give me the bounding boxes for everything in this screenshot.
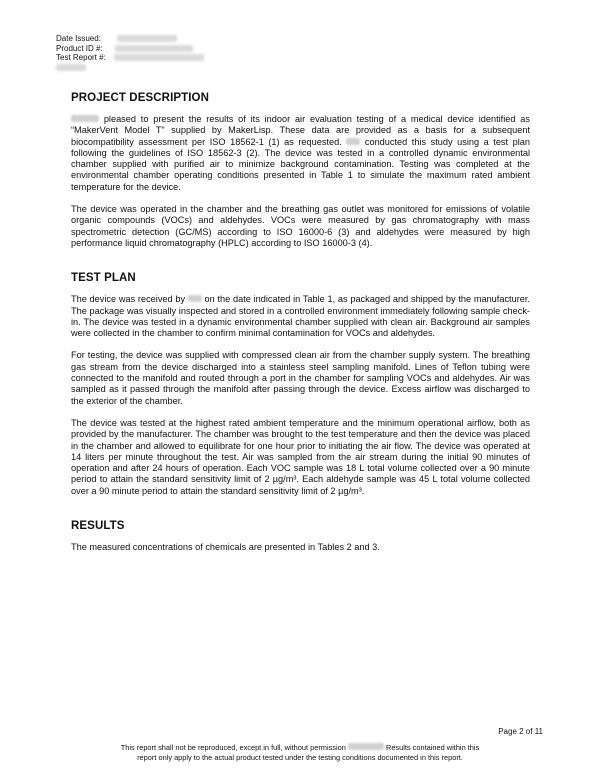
results-heading: RESULTS: [71, 520, 125, 533]
redacted-product-id: [115, 45, 193, 52]
footer-line-2: report only apply to the actual product tested under the testing conditions documented in this report.: [137, 752, 463, 762]
test-plan-paragraph-2: For testing, the device was supplied with compressed clean air from the chamber supply system. The breathing gas stream from the device discharged into a stainless steel sampling manifold. Lines of Teflon tubing were connected to the manifold and routed through a port in the chamber for sampling VOCs and aldehydes. Air was sampled as it passed through the manifold after passing through the device. Excess airflow was discharged to the exterior of the chamber.: [71, 350, 530, 406]
redacted-date: [117, 35, 177, 42]
date-issued-label: Date Issued:: [56, 34, 101, 43]
product-id-label: Product ID #:: [56, 43, 103, 53]
footer-line-1-part-a: This report shall not be reproduced, except in full, without permission: [120, 743, 346, 752]
test-plan-paragraph-3: The device was tested at the highest rated ambient temperature and the minimum operational airflow, both as provided by the manufacturer. The chamber was brought to the test temperature and then the device was placed in the chamber and allowed to equilibrate for one hour prior to initiating the air flow. The device was operated at 14 liters per minute throughout the test. Air was sampled from the air stream during the initial 90 minutes of operation and after 24 hours of operation. Each VOC sample was 18 L total volume collected over a 90 minute period to attain the standard sensitivity limit of 2 µg/m³. Each aldehyde sample was 45 L total volume collected over a 90 minute period to attain the standard sensitivity limit of 2 µg/m³.: [71, 417, 530, 496]
project-description-heading: PROJECT DESCRIPTION: [71, 92, 210, 104]
page-number: Page 2 of 11: [498, 727, 543, 736]
results-section: [71, 520, 530, 553]
report-header: [56, 34, 204, 72]
test-report-row: [56, 53, 204, 63]
report-body: [71, 92, 530, 564]
project-paragraph-1: [71, 114, 530, 193]
test-plan-paragraph-1-part-a: The device was received by: [71, 294, 186, 305]
project-paragraph-1-part-b: conducted this study using a test plan following the guidelines of ISO 18562-3 (2). The device was tested in a controlled dynamic environmental chamber supplied with purified air to minimize background contamination. Testing was completed at the environmental chamber operating conditions presented in Table 1 to simulate the maximum rated ambient temperature for the device.: [71, 136, 530, 192]
product-id-row: [56, 44, 204, 54]
test-report-label: Test Report #:: [56, 53, 106, 62]
redacted-report-number: [114, 54, 204, 61]
redacted-lab-name-footer: [348, 743, 384, 750]
test-plan-paragraph-1: [71, 294, 530, 339]
redacted-lab-name-3: [188, 295, 202, 302]
test-report-row-cont: [56, 63, 204, 73]
redacted-lab-name: [71, 115, 99, 122]
redacted-lab-name-2: [346, 138, 360, 145]
test-plan-section: [71, 272, 530, 497]
report-footer: [80, 743, 520, 762]
footer-line-1: [80, 743, 520, 753]
test-plan-heading: TEST PLAN: [71, 272, 136, 285]
results-paragraph-1: The measured concentrations of chemicals are presented in Tables 2 and 3.: [71, 542, 380, 553]
project-paragraph-1-part-a: pleased to present the results of its indoor air evaluation testing of a medical device identified as “MakerVent Model T” supplied by MakerLisp. These data are provided as a basis for a subsequent biocompatibility assessment per ISO 18562-1 (1) as requested.: [71, 114, 530, 147]
date-issued-row: [56, 34, 204, 44]
footer-line-1-part-b: Results contained within this: [385, 743, 480, 752]
test-plan-paragraph-1-part-b: on the date indicated in Table 1, as packaged and shipped by the manufacturer. The package was visually inspected and stored in a controlled environment immediately following sample check-in. The device was tested in a dynamic environmental chamber supplied with clean air. Background air samples were collected in the chamber to confirm minimal contamination for VOCs and aldehydes.: [71, 294, 530, 339]
redacted-report-number-cont: [56, 64, 86, 71]
project-description-section: [71, 92, 530, 249]
project-paragraph-2: The device was operated in the chamber and the breathing gas outlet was monitored for emissions of volatile organic compounds (VOCs) and aldehydes. VOCs were measured by gas chromatography with mass spectrometric detection (GC/MS) according to ISO 16000-6 (3) and aldehydes were measured by high performance liquid chromatography (HPLC) according to ISO 16000-3 (4).: [71, 204, 530, 248]
